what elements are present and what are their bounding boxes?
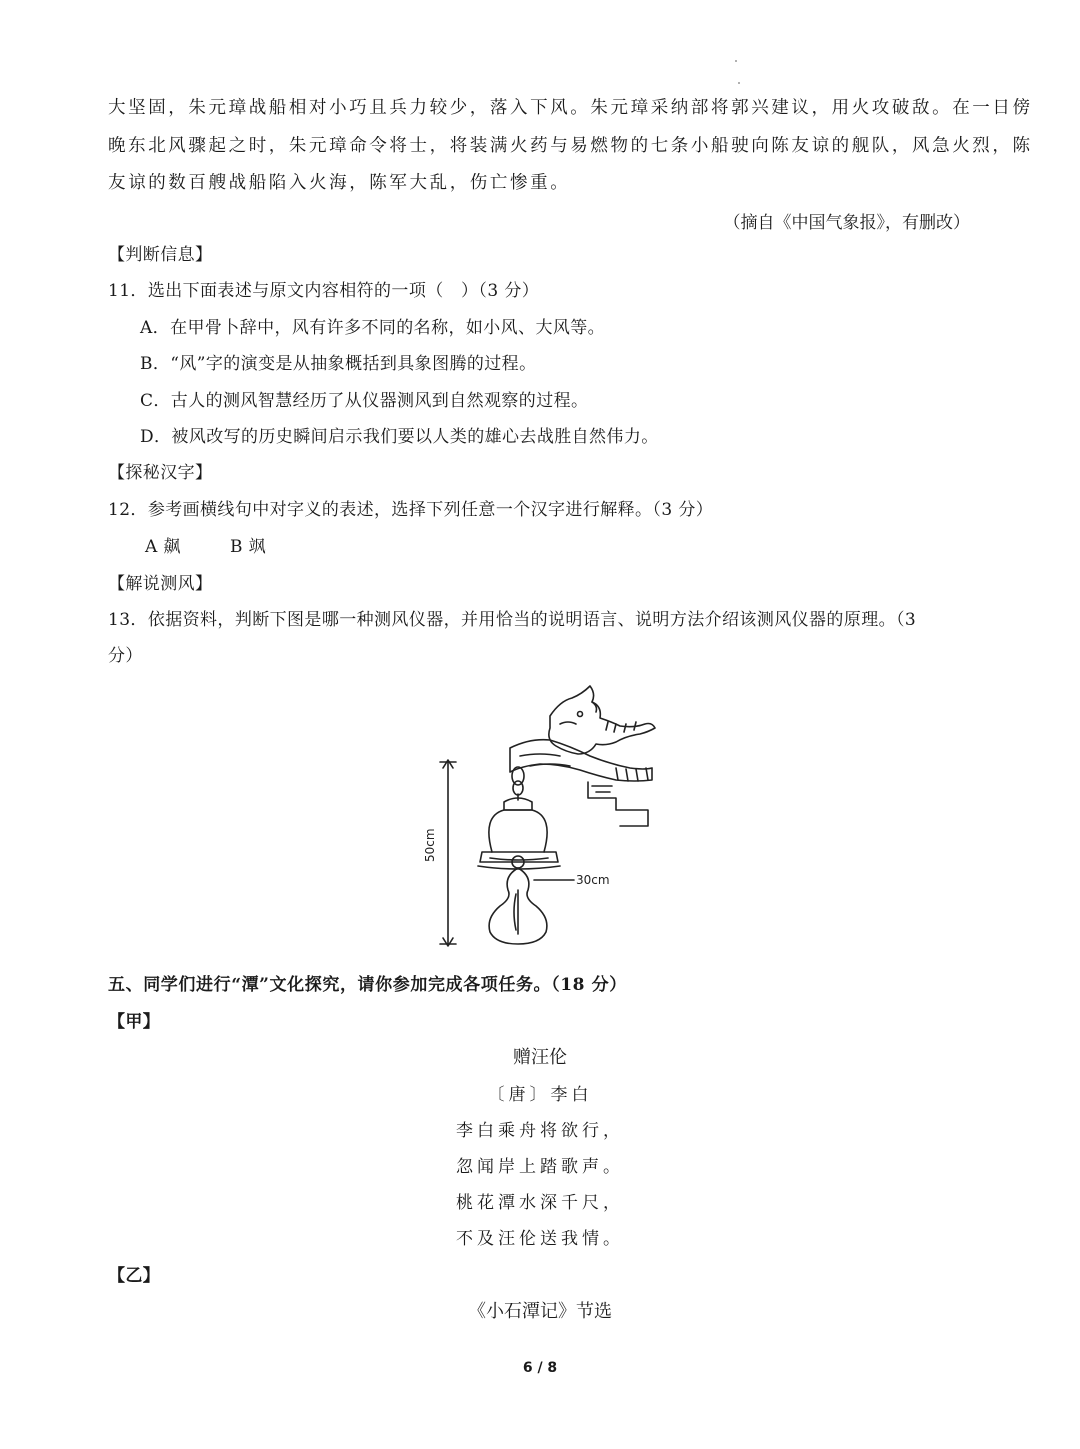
poem-author: 〔唐〕李白 [487,1085,593,1105]
eave-beam [510,740,652,781]
section-explore-char: 【探秘汉字】 [108,463,213,483]
wind-bell-figure [420,676,680,956]
passage-line: 晚东北风骤起之时，朱元璋命令将士，将装满火药与易燃物的七条小船驶向陈友谅的舰队，风急火烈，陈 [108,136,1033,156]
poem-line: 李白乘舟将欲行， [456,1121,624,1141]
width-label: 30cm [576,873,610,887]
question-12-stem: 12．参考画横线句中对字义的表述，选择下列任意一个汉字进行解释。（3 分） [108,500,714,520]
passage-line: 友谅的数百艘战船陷入火海，陈军大乱，伤亡惨重。 [108,173,571,193]
poem-title: 赠汪伦 [513,1047,567,1068]
question-11-option-a: A．在甲骨卜辞中，风有许多不同的名称，如小风、大风等。 [140,318,606,338]
section-judge-info: 【判断信息】 [108,245,213,265]
scan-speck [738,82,740,84]
bell-body [489,810,547,852]
poem-line: 不及汪伦送我情。 [456,1229,624,1249]
eave-bracket [588,782,648,826]
excerpt-title: 《小石潭记》节选 [468,1301,612,1322]
poem-line: 桃花潭水深千尺， [456,1193,624,1213]
dragon-head-icon [549,686,655,754]
section-explain-wind: 【解说测风】 [108,574,213,594]
question-13-stem-cont: 分） [108,646,143,666]
passage-source: （摘自《中国气象报》，有删改） [723,213,970,233]
section-5-title: 五、同学们进行“潭”文化探究，请你参加完成各项任务。（18 分） [108,975,627,995]
question-12-choice-b: B 飒 [230,537,267,557]
question-13-stem: 13．依据资料，判断下图是哪一种测风仪器，并用恰当的说明语言、说明方法介绍该测风仪器的原理。（3 [108,610,917,630]
passage-line: 大坚固，朱元璋战船相对小巧且兵力较少，落入下风。朱元璋采纳部将郭兴建议，用火攻破敌。在一日傍 [108,98,1033,118]
chain-link [512,767,524,785]
question-12-choice-a: A 飙 [145,537,181,557]
question-11-option-b: B．“风”字的演变是从抽象概括到具象图腾的过程。 [140,354,537,374]
question-11-option-c: C．古人的测风智慧经历了从仪器测风到自然观察的过程。 [140,391,589,411]
height-label: 50cm [423,828,437,862]
question-11-option-d: D．被风改写的历史瞬间启示我们要以人类的雄心去战胜自然伟力。 [140,427,659,447]
part-jia-label: 【甲】 [108,1012,161,1032]
page-number: 6 / 8 [522,1360,558,1376]
wind-bell-illustration [420,676,680,956]
scan-speck [735,60,737,62]
poem-line: 忽闻岸上踏歌声。 [456,1157,624,1177]
question-11-stem: 11．选出下面表述与原文内容相符的一项（ ）（3 分） [108,281,540,301]
part-yi-label: 【乙】 [108,1266,161,1286]
